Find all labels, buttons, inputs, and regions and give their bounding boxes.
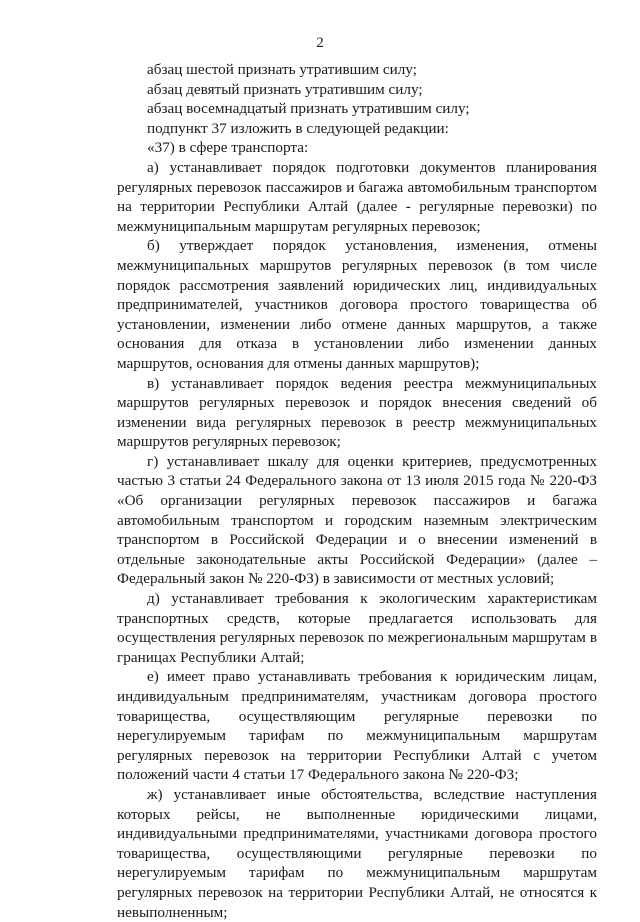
paragraph-item-a: а) устанавливает порядок подготовки документов планирования регулярных перевозок пассажиров и багажа автомобильным транспортом на территории Республики Алтай (далее - регулярные перевозки) по межмуниципальным маршрутам регулярных перевозок;: [117, 158, 597, 235]
paragraph-podpunkt-37: подпункт 37 изложить в следующей редакции:: [147, 119, 449, 137]
paragraph-item-v: в) устанавливает порядок ведения реестра межмуниципальных маршрутов регулярных перевозок и порядок внесения сведений об изменении вида регулярных перевозок в реестр межмуниципальных маршрутов регулярных перевозок;: [117, 374, 597, 451]
paragraph-abzac-shestoy: абзац шестой признать утратившим силу;: [147, 61, 417, 78]
paragraph-item-b: б) утверждает порядок установления, изменения, отмены межмуниципальных маршрутов регулярных перевозок (в том числе порядок рассмотрения заявлений юридических лиц, индивидуальных предпринимателей, участников договора простого товарищества об установлении, изменении либо отмене данных маршрутов, а также основания для отказа в установлении либо изменении данных маршрутов, основания для отмены данных маршрутов);: [117, 237, 597, 372]
page-number: 2: [316, 35, 324, 51]
paragraph-item-e: е) имеет право устанавливать требования к юридическим лицам, индивидуальным предпринимателям, участникам договора простого товарищества, осуществляющим регулярные перевозки по нерегулируемым тарифам по межмуниципальным маршрутам регулярных перевозок на территории Республики Алтай с учетом положений части 4 статьи 17 Федерального закона № 220-ФЗ;: [117, 668, 597, 784]
paragraph-item-zh: ж) устанавливает иные обстоятельства, вследствие наступления которых рейсы, не выполненные юридическими лицами, индивидуальными предпринимателями, участниками договора простого товарищества, осуществляющими регулярные перевозки по нерегулируемым тарифам по межмуниципальным маршрутам регулярных перевозок на территории Республики Алтай, не относятся к невыполненным;: [117, 785, 597, 921]
document-body: [117, 60, 597, 922]
paragraph-abzac-devyatyy: абзац девятый признать утратившим силу;: [147, 80, 423, 98]
paragraph-37-transport: «37) в сфере транспорта:: [147, 139, 309, 157]
paragraph-item-d: д) устанавливает требования к экологическим характеристикам транспортных средств, которые предлагается использовать для осуществления регулярных перевозок по межрегиональным маршрутам в границах Республики Алтай;: [117, 590, 597, 666]
paragraph-abzac-vosemnadtsatyy: абзац восемнадцатый признать утратившим силу;: [147, 100, 470, 118]
paragraph-item-g: г) устанавливает шкалу для оценки критериев, предусмотренных частью 3 статьи 24 Федерального закона от 13 июля 2015 года № 220-ФЗ «Об организации регулярных перевозок пассажиров и багажа автомобильным транспортом и городским наземным электрическим транспортом в Российской Федерации и о внесении изменений в отдельные законодательные акты Российской Федерации» (далее – Федеральный закон № 220-ФЗ) в зависимости от местных условий;: [117, 452, 597, 588]
